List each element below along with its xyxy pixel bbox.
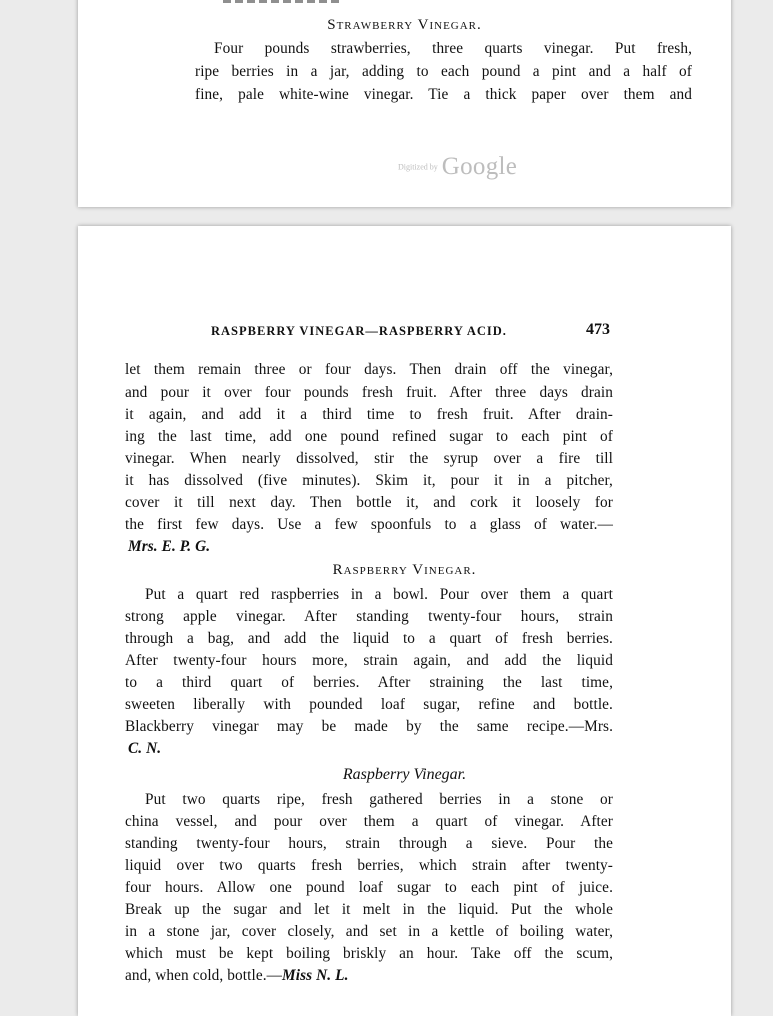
- google-watermark: [398, 153, 517, 181]
- recipe-heading-strawberry-vinegar: Strawberry Vinegar.: [327, 17, 482, 33]
- text-line: After twenty-four hours more, strain again, and add the liquid: [125, 652, 613, 669]
- text-line: Four pounds strawberries, three quarts vinegar. Put fresh,: [214, 40, 692, 57]
- running-head: RASPBERRY VINEGAR—RASPBERRY ACID.: [211, 324, 507, 338]
- bottom-page: [78, 226, 731, 1016]
- text-line: liquid over two quarts fresh berries, which strain after twenty-: [125, 857, 613, 874]
- signature: Miss N. L.: [282, 967, 349, 984]
- text-line: to a third quart of berries. After straining the last time,: [125, 674, 613, 691]
- signature: C. N.: [128, 740, 162, 757]
- top-page: [78, 0, 731, 207]
- text-line: sweeten liberally with pounded loaf sugar, refine and bottle.: [125, 696, 613, 713]
- text-line: cover it till next day. Then bottle it, and cork it loosely for: [125, 494, 613, 511]
- text-line: strong apple vinegar. After standing twenty-four hours, strain: [125, 608, 613, 625]
- text-line: vinegar. When nearly dissolved, stir the syrup over a fire till: [125, 450, 613, 467]
- recipe-heading-raspberry-vinegar-italic: Raspberry Vinegar.: [342, 766, 467, 783]
- text-line: Break up the sugar and let it melt in the liquid. Put the whole: [125, 901, 613, 918]
- text-line: it again, and add it a third time to fresh fruit. After drain-: [125, 406, 613, 423]
- text-line: let them remain three or four days. Then drain off the vinegar,: [125, 361, 613, 378]
- text-line: Blackberry vinegar may be made by the same recipe.—Mrs.: [125, 718, 613, 735]
- signature: Mrs. E. P. G.: [128, 538, 211, 555]
- text-line: through a bag, and add the liquid to a quart of fresh berries.: [125, 630, 613, 647]
- text-line: ripe berries in a jar, adding to each pound a pint and a half of: [195, 63, 692, 80]
- recipe-heading-raspberry-vinegar: Raspberry Vinegar.: [332, 562, 477, 578]
- watermark-digitized-by: Digitized by: [398, 162, 438, 172]
- text-line: the first few days. Use a few spoonfuls to a glass of water.—: [125, 516, 613, 533]
- text-line: in a stone jar, cover closely, and set in a kettle of boiling water,: [125, 923, 613, 940]
- text-line: ing the last time, add one pound refined sugar to each pint of: [125, 428, 613, 445]
- text-line: it has dissolved (five minutes). Skim it, pour it in a pitcher,: [125, 472, 613, 489]
- google-logo: Google: [441, 153, 518, 180]
- page-number: 473: [586, 321, 610, 338]
- text-line: Put a quart red raspberries in a bowl. Pour over them a quart: [145, 586, 613, 603]
- text-line-last: [125, 967, 349, 985]
- text-line: four hours. Allow one pound loaf sugar to each pint of juice.: [125, 879, 613, 896]
- text-line: which must be kept boiling briskly an hour. Take off the scum,: [125, 945, 613, 962]
- cut-off-line: [223, 0, 343, 3]
- text-line: china vessel, and pour over them a quart of vinegar. After: [125, 813, 613, 830]
- text-line: fine, pale white-wine vinegar. Tie a thick paper over them and: [195, 86, 692, 103]
- text-line: standing twenty-four hours, strain through a sieve. Pour the: [125, 835, 613, 852]
- text-line: and pour it over four pounds fresh fruit. After three days drain: [125, 384, 613, 401]
- text-line: Put two quarts ripe, fresh gathered berries in a stone or: [145, 791, 613, 808]
- text-line: and, when cold, bottle.—: [125, 967, 283, 984]
